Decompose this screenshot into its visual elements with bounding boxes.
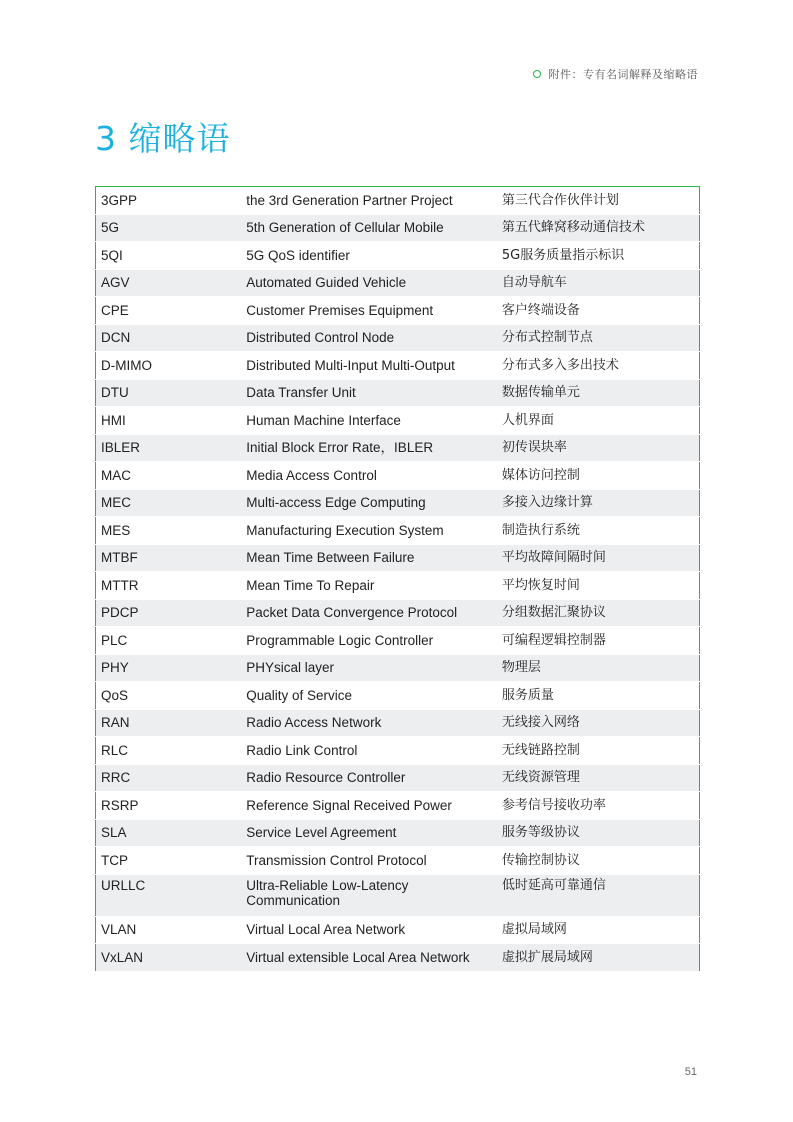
table-row [96, 407, 700, 435]
table-row [96, 187, 700, 215]
english-term-cell: Packet Data Convergence Protocol [241, 599, 497, 627]
english-term-cell: Multi-access Edge Computing [241, 489, 497, 517]
chinese-term-cell: 分布式多入多出技术 [497, 352, 700, 380]
chinese-term-cell: 第五代蜂窝移动通信技术 [497, 214, 700, 242]
table-row [96, 847, 700, 875]
abbreviation-cell: RLC [96, 737, 242, 765]
table-row [96, 709, 700, 737]
chinese-term-cell: 传输控制协议 [497, 847, 700, 875]
abbreviation-cell: MTTR [96, 572, 242, 600]
chinese-term-cell: 分组数据汇聚协议 [497, 599, 700, 627]
table-row [96, 654, 700, 682]
abbreviation-cell: MTBF [96, 544, 242, 572]
page-number: 51 [684, 1066, 697, 1078]
chinese-term-cell: 虚拟局域网 [497, 916, 700, 944]
table-row [96, 324, 700, 352]
table-row [96, 352, 700, 380]
english-term-cell: Virtual extensible Local Area Network [241, 944, 497, 972]
running-header-text: 附件：专有名词解释及缩略语 [548, 68, 698, 81]
section-title: 3 缩略语 [95, 119, 231, 158]
table-row [96, 682, 700, 710]
english-term-cell: Customer Premises Equipment [241, 297, 497, 325]
english-term-cell: Distributed Control Node [241, 324, 497, 352]
chinese-term-cell: 虚拟扩展局域网 [497, 944, 700, 972]
table-row [96, 242, 700, 270]
english-term-cell: Radio Access Network [241, 709, 497, 737]
chinese-term-cell: 分布式控制节点 [497, 324, 700, 352]
running-header [533, 66, 699, 82]
table-row [96, 599, 700, 627]
chinese-term-cell: 服务等级协议 [497, 819, 700, 847]
chinese-term-cell: 客户终端设备 [497, 297, 700, 325]
chinese-term-cell: 数据传输单元 [497, 379, 700, 407]
table-row [96, 379, 700, 407]
abbreviation-cell: DCN [96, 324, 242, 352]
abbreviation-table [95, 186, 700, 972]
chinese-term-cell: 服务质量 [497, 682, 700, 710]
chinese-term-cell: 参考信号接收功率 [497, 792, 700, 820]
chinese-term-cell: 5G服务质量指示标识 [497, 242, 700, 270]
chinese-term-cell: 第三代合作伙伴计划 [497, 187, 700, 215]
table-row [96, 874, 700, 916]
abbreviation-cell: MEC [96, 489, 242, 517]
table-row [96, 819, 700, 847]
abbreviation-cell: PHY [96, 654, 242, 682]
english-term-cell: Service Level Agreement [241, 819, 497, 847]
chinese-term-cell: 平均恢复时间 [497, 572, 700, 600]
abbreviation-cell: URLLC [96, 874, 242, 916]
abbreviation-cell: RRC [96, 764, 242, 792]
english-term-cell: Mean Time Between Failure [241, 544, 497, 572]
table-row [96, 627, 700, 655]
chinese-term-cell: 平均故障间隔时间 [497, 544, 700, 572]
table-row [96, 572, 700, 600]
table-row [96, 297, 700, 325]
table-row [96, 944, 700, 972]
table-row [96, 517, 700, 545]
abbreviation-cell: RAN [96, 709, 242, 737]
english-term-cell: Reference Signal Received Power [241, 792, 497, 820]
table-row [96, 764, 700, 792]
english-term-cell: Quality of Service [241, 682, 497, 710]
english-term-cell: 5G QoS identifier [241, 242, 497, 270]
abbreviation-cell: 3GPP [96, 187, 242, 215]
english-term-cell: PHYsical layer [241, 654, 497, 682]
abbreviation-cell: HMI [96, 407, 242, 435]
chinese-term-cell: 物理层 [497, 654, 700, 682]
table-row [96, 544, 700, 572]
chinese-term-cell: 自动导航车 [497, 269, 700, 297]
abbreviation-cell: QoS [96, 682, 242, 710]
abbreviation-cell: PDCP [96, 599, 242, 627]
chinese-term-cell: 可编程逻辑控制器 [497, 627, 700, 655]
table-row [96, 434, 700, 462]
english-term-cell: Automated Guided Vehicle [241, 269, 497, 297]
chinese-term-cell: 无线资源管理 [497, 764, 700, 792]
english-term-cell: Media Access Control [241, 462, 497, 490]
abbreviation-cell: IBLER [96, 434, 242, 462]
english-term-cell: 5th Generation of Cellular Mobile [241, 214, 497, 242]
english-term-cell: Manufacturing Execution System [241, 517, 497, 545]
table-row [96, 792, 700, 820]
abbreviation-table-body [96, 187, 700, 972]
abbreviation-cell: 5QI [96, 242, 242, 270]
english-term-cell: Human Machine Interface [241, 407, 497, 435]
english-term-cell: Ultra-Reliable Low-Latency Communication [241, 874, 497, 916]
table-row [96, 737, 700, 765]
table-row [96, 462, 700, 490]
english-term-cell: the 3rd Generation Partner Project [241, 187, 497, 215]
abbreviation-cell: CPE [96, 297, 242, 325]
abbreviation-cell: D-MIMO [96, 352, 242, 380]
chinese-term-cell: 低时延高可靠通信 [497, 874, 700, 916]
english-term-cell: Transmission Control Protocol [241, 847, 497, 875]
abbreviation-cell: RSRP [96, 792, 242, 820]
abbreviation-cell: DTU [96, 379, 242, 407]
chinese-term-cell: 初传误块率 [497, 434, 700, 462]
abbreviation-cell: VLAN [96, 916, 242, 944]
chinese-term-cell: 人机界面 [497, 407, 700, 435]
chinese-term-cell: 制造执行系统 [497, 517, 700, 545]
english-term-cell: Data Transfer Unit [241, 379, 497, 407]
english-term-cell: Mean Time To Repair [241, 572, 497, 600]
chinese-term-cell: 无线链路控制 [497, 737, 700, 765]
english-term-cell: Programmable Logic Controller [241, 627, 497, 655]
abbreviation-cell: PLC [96, 627, 242, 655]
abbreviation-cell: MES [96, 517, 242, 545]
abbreviation-cell: TCP [96, 847, 242, 875]
english-term-cell: Virtual Local Area Network [241, 916, 497, 944]
chinese-term-cell: 多接入边缘计算 [497, 489, 700, 517]
chinese-term-cell: 媒体访问控制 [497, 462, 700, 490]
abbreviation-cell: VxLAN [96, 944, 242, 972]
table-row [96, 269, 700, 297]
table-row [96, 214, 700, 242]
table-row [96, 916, 700, 944]
english-term-cell: Radio Link Control [241, 737, 497, 765]
abbreviation-cell: 5G [96, 214, 242, 242]
chinese-term-cell: 无线接入网络 [497, 709, 700, 737]
abbreviation-cell: MAC [96, 462, 242, 490]
english-term-cell: Radio Resource Controller [241, 764, 497, 792]
table-row [96, 489, 700, 517]
abbreviation-cell: AGV [96, 269, 242, 297]
english-term-cell: Initial Block Error Rate，IBLER [241, 434, 497, 462]
abbreviation-cell: SLA [96, 819, 242, 847]
english-term-cell: Distributed Multi-Input Multi-Output [241, 352, 497, 380]
circle-bullet-icon [533, 70, 541, 78]
